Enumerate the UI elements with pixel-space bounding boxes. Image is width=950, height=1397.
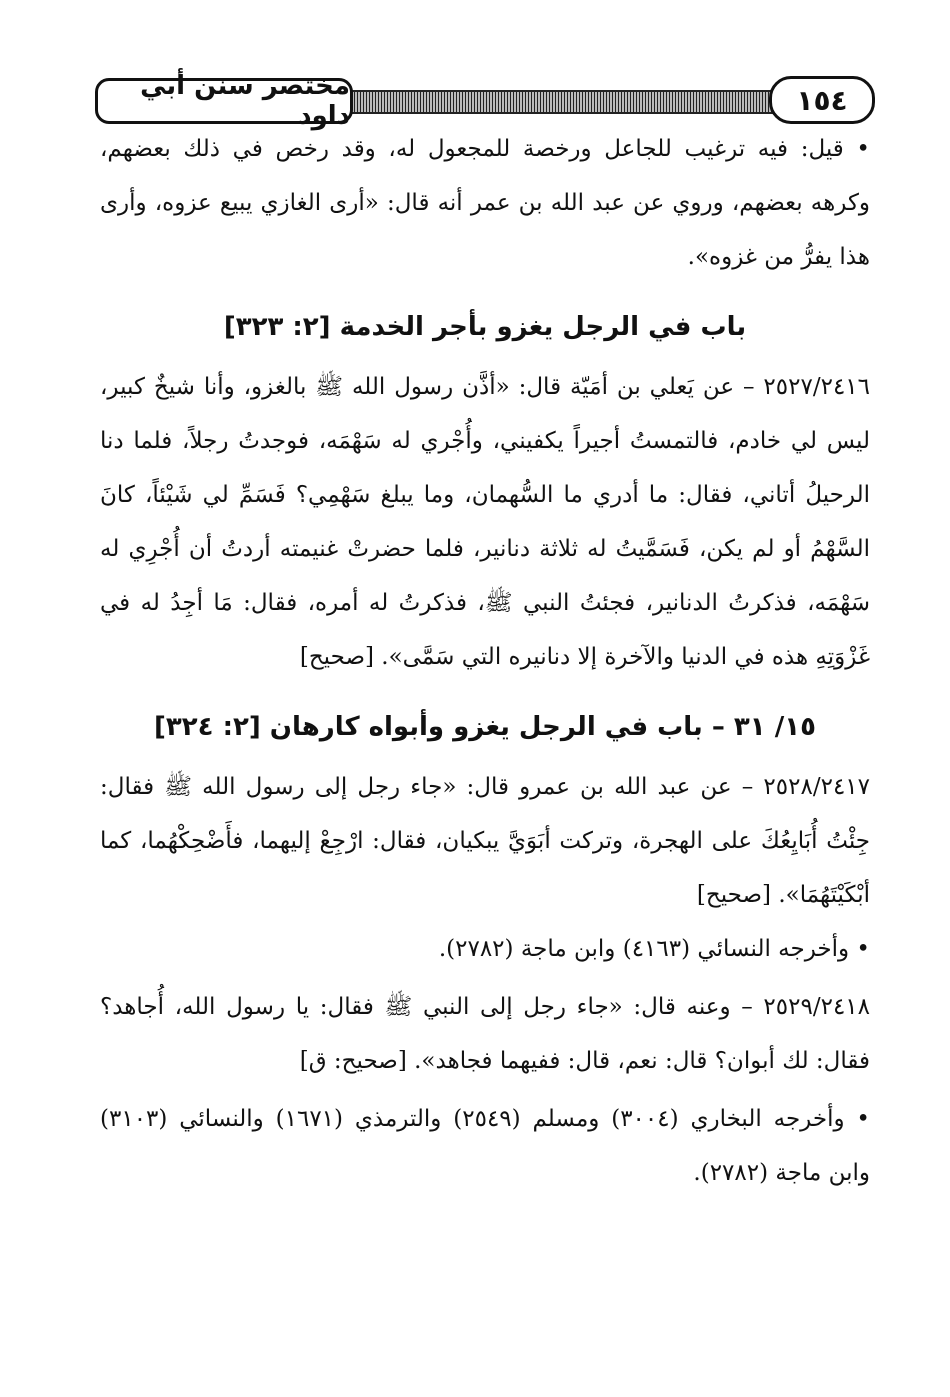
chapter-heading-parents-unwilling: ١٥/ ٣١ – باب في الرجل يغزو وأبواه كارهان [٢: ٣٢٤] bbox=[154, 712, 816, 742]
chapter-heading-hired-servant: باب في الرجل يغزو بأجر الخدمة [٢: ٣٢٣] bbox=[223, 312, 747, 342]
page-content bbox=[100, 122, 870, 1200]
intro-note: • قيل: فيه ترغيب للجاعل ورخصة للمجعول له، وقد رخص في ذلك بعضهم، وكرهه بعضهم، وروي عن عبد الله بن عمر أنه قال: «أرى الغازي يبيع عزوه، وأرى هذا يفرُّ من غزوه». bbox=[100, 136, 870, 270]
takhrij-note-2529: • وأخرجه البخاري (٣٠٠٤) ومسلم (٢٥٤٩) والترمذي (١٦٧١) والنسائي (٣١٠٣) وابن ماجة (٢٧٨٢). bbox=[100, 1106, 870, 1186]
takhrij-note-2528: • وأخرجه النسائي (٤١٦٣) وابن ماجة (٢٧٨٢). bbox=[438, 936, 870, 962]
page-number: ١٥٤ bbox=[769, 76, 875, 124]
hadith-2527: ٢٥٢٧/٢٤١٦ – عن يَعلي بن أمَيّة قال: «أذَّن رسول الله ﷺ بالغزو، وأنا شيخٌ كبير، ليس لي خادم، فالتمستُ أجيراً يكفيني، وأُجْري له سَهْمَه، فوجدتُ رجلاً، فلما دنا الرحيلُ أتاني، فقال: ما أدري ما السُّهمان، وما يبلغ سَهْمِي؟ فَسَمِّ لي شَيْئاً، كانَ السَّهْمُ أو لم يكن، فَسَمَّيتُ له ثلاثة دنانير، فلما حضرتْ غنيمته أردتُ أن أُجْرِي له سَهْمَه، فذكرتُ الدنانير، فجئتُ النبي ﷺ، فذكرتُ له أمره، فقال: مَا أجِدُ له في غَزْوَتِهِ هذه في الدنيا والآخرة إلا دنانيره التي سَمَّى». [صحيح] bbox=[100, 374, 870, 670]
header-decorative-bar bbox=[345, 90, 780, 114]
hadith-2528: ٢٥٢٨/٢٤١٧ – عن عبد الله بن عمرو قال: «جاء رجل إلى رسول الله ﷺ فقال: جِئْتُ أُبَايِعُكَ على الهجرة، وتركت أبَوَيَّ يبكيان، فقال: ارْجِعْ إليهما، فأَضْحِكْهُما، كما أبْكَيْتَهُمَا». [صحيح] bbox=[100, 774, 870, 908]
book-title: مختصر سنن أبي داود bbox=[95, 78, 353, 124]
hadith-2529: ٢٥٢٩/٢٤١٨ – وعنه قال: «جاء رجل إلى النبي ﷺ فقال: يا رسول الله، أُجاهد؟ فقال: لك أبوان؟ قال: نعم، قال: ففيهما فجاهد». [صحيح: ق] bbox=[100, 994, 870, 1074]
page-header bbox=[95, 71, 875, 131]
